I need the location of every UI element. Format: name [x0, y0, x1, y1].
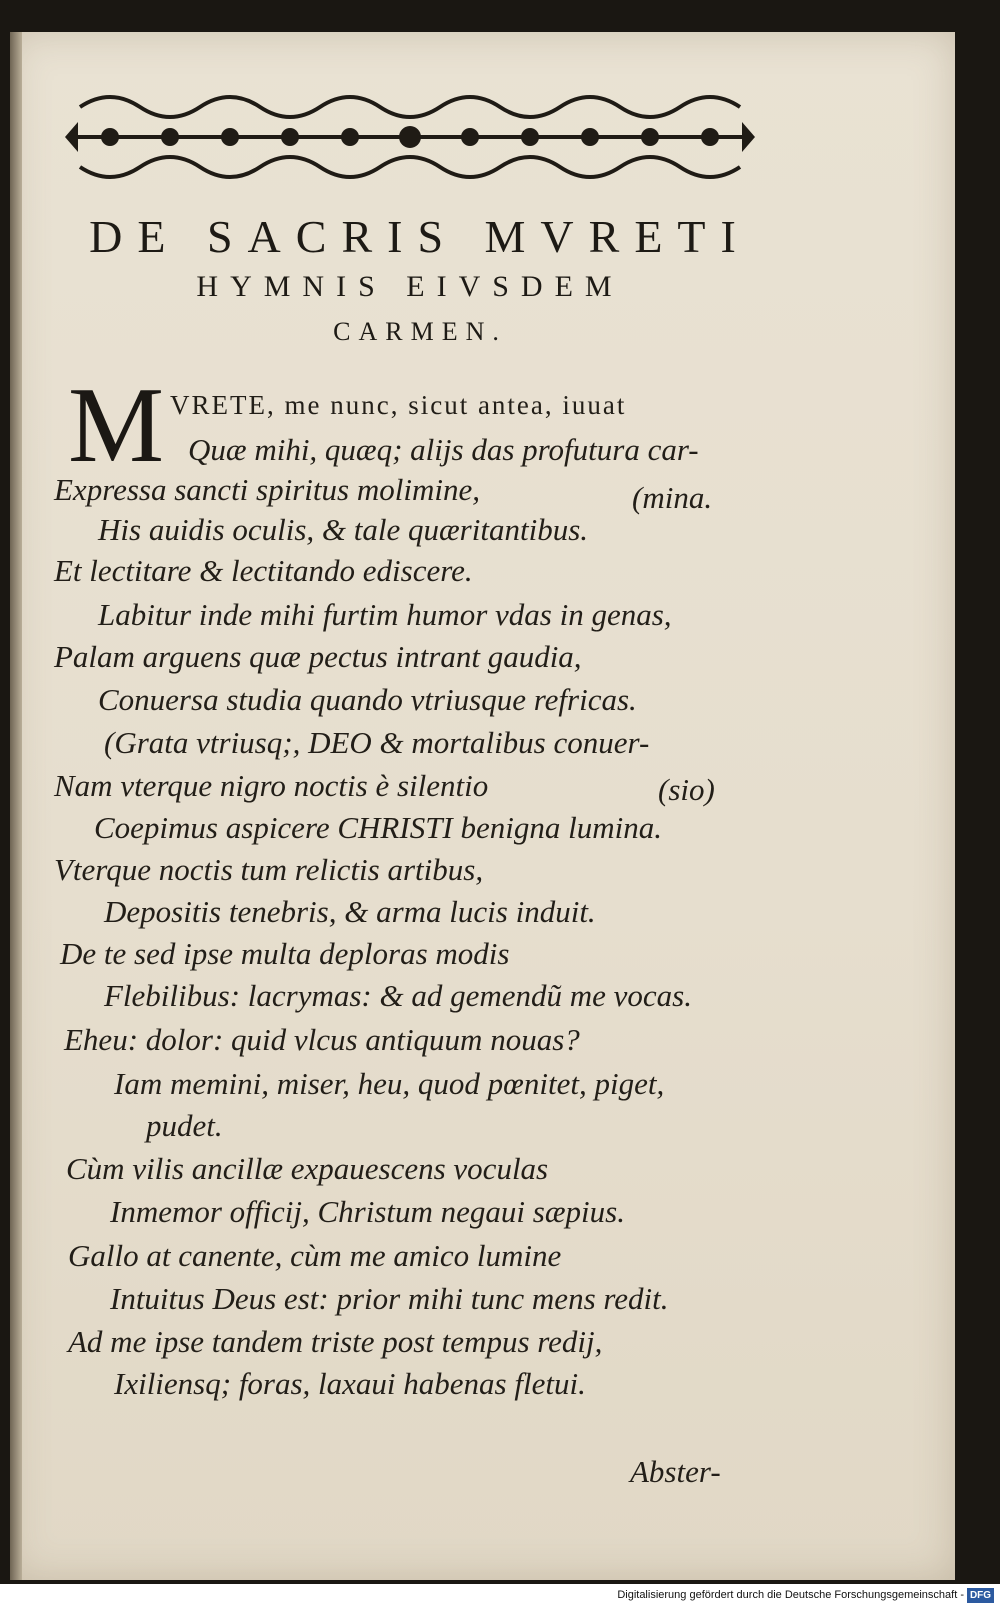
verse-line: Vterque noctis tum relictis artibus,: [54, 852, 484, 887]
verse-line: Inmemor officij, Christum negaui sæpius.: [110, 1194, 625, 1229]
book-page: [10, 32, 955, 1580]
verse-line: Eheu: dolor: quid vlcus antiquum nouas?: [64, 1022, 580, 1057]
verse-line: Nam vterque nigro noctis è silentio: [54, 768, 489, 803]
verse-line: Flebilibus: lacrymas: & ad gemendũ me vocas.: [104, 978, 693, 1013]
verse-line: Et lectitare & lectitando ediscere.: [54, 553, 473, 588]
verse-line: Iam memini, miser, heu, quod pœnitet, piget,: [114, 1066, 665, 1101]
title-line-1: DE SACRIS MVRETI: [89, 211, 751, 262]
verse-line: His auidis oculis, & tale quæritantibus.: [98, 512, 589, 547]
title-line-3: CARMEN.: [333, 317, 507, 346]
drop-capital: M: [68, 366, 165, 485]
footer-bar: [0, 1584, 1000, 1608]
verse-line: (Grata vtriusq;, DEO & mortalibus conuer-: [104, 725, 650, 760]
footer-credit: Digitalisierung gefördert durch die Deutsche Forschungsgemeinschaft -: [617, 1589, 964, 1601]
verse-line: Intuitus Deus est: prior mihi tunc mens redit.: [110, 1281, 669, 1316]
title-line-2: HYMNIS EIVSDEM: [196, 270, 624, 303]
dfg-logo-icon: DFG: [967, 1588, 994, 1603]
marginal-note: (mina.: [632, 480, 713, 515]
verse-line: Depositis tenebris, & arma lucis induit.: [104, 894, 596, 929]
verse-line: Gallo at canente, cùm me amico lumine: [68, 1238, 562, 1273]
verse-line: VRETE, me nunc, sicut antea, iuuat: [170, 390, 627, 420]
verse-line: pudet.: [146, 1108, 223, 1143]
verse-line: Palam arguens quæ pectus intrant gaudia,: [54, 639, 582, 674]
marginal-note: (sio): [658, 772, 715, 807]
verse-line: Cùm vilis ancillæ expauescens voculas: [66, 1151, 549, 1186]
decorative-ornament-band: [60, 87, 760, 187]
verse-line: Ad me ipse tandem triste post tempus redij,: [68, 1324, 603, 1359]
verse-line: Quæ mihi, quæq; alijs das profutura car-: [188, 432, 699, 467]
verse-line: Coepimus aspicere CHRISTI benigna lumina.: [94, 810, 662, 845]
verse-line: Conuersa studia quando vtriusque refricas.: [98, 682, 637, 717]
page-spine-shadow: [10, 32, 22, 1580]
catchword: Abster-: [630, 1454, 721, 1489]
verse-line: De te sed ipse multa deploras modis: [60, 936, 510, 971]
verse-line: Labitur inde mihi furtim humor vdas in genas,: [98, 597, 672, 632]
verse-line: Ixiliensq; foras, laxaui habenas fletui.: [114, 1366, 586, 1401]
verse-line: Expressa sancti spiritus molimine,: [54, 472, 480, 507]
